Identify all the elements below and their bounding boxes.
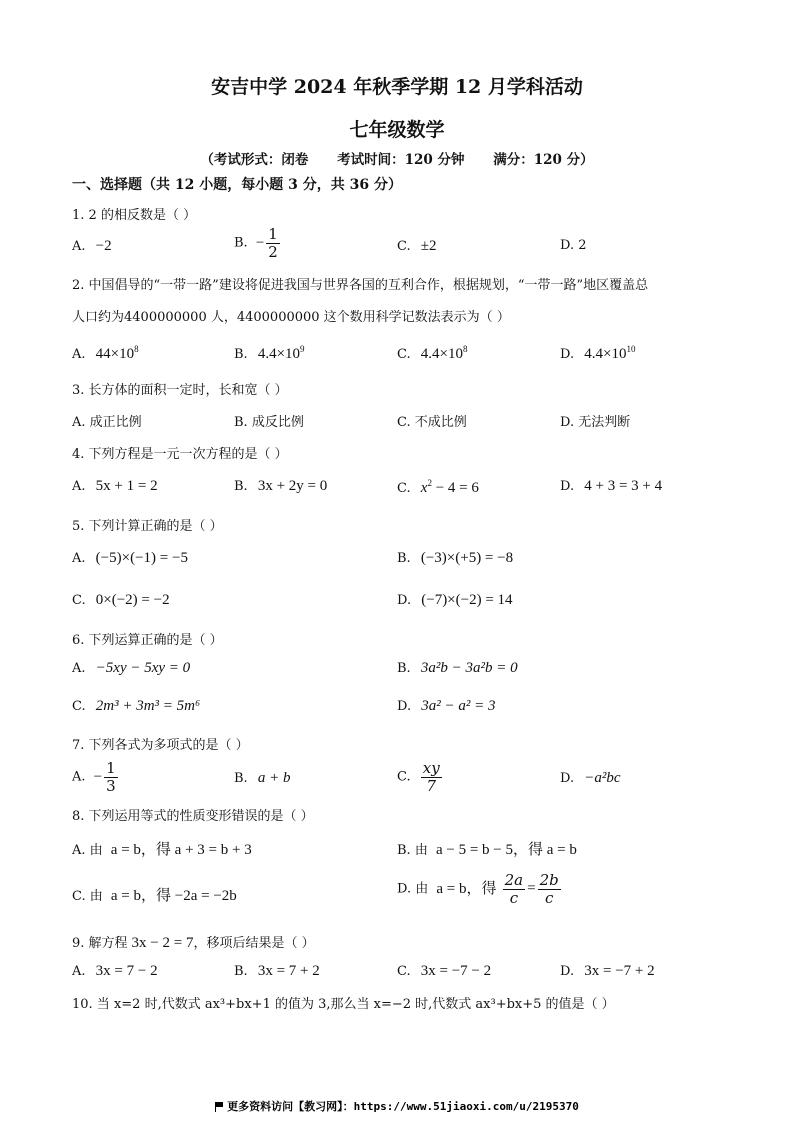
option-value: a = b，得 −2a = −2b [110, 888, 237, 904]
option-value: 5x + 1 = 2 [95, 478, 158, 494]
fraction: $\frac{2b}{c}$ [539, 871, 559, 907]
option-letter: A. [72, 479, 86, 494]
q6-option-a [72, 660, 190, 677]
q3-option-b: B. 成反比例 [234, 415, 304, 430]
option-value: 4 + 3 = 3 + 4 [584, 478, 663, 494]
option-letter: D. [560, 964, 575, 979]
q8-option-c [72, 884, 237, 905]
option-value: (−5)×(−1) = −5 [95, 550, 188, 566]
option-letter: A. 由 [72, 843, 103, 858]
option-letter: B. 由 [397, 843, 428, 858]
option-letter: D. 由 [397, 881, 429, 897]
q7-option-b [234, 770, 290, 787]
q4-option-b [234, 478, 327, 495]
q6-option-d [397, 698, 495, 715]
option-letter: B. [397, 661, 411, 676]
option-value: 2m³ + 3m³ = 5m⁶ [95, 698, 201, 714]
question-3-stem: 3. 长方体的面积一定时，长和宽（ ） [72, 383, 288, 398]
option-letter: C. 由 [72, 889, 103, 904]
option-letter: D. [560, 479, 575, 494]
q3-option-d: D. 无法判断 [560, 415, 631, 430]
question-9-stem: 9. 解方程 3x − 2 = 7，移项后结果是（ ） [72, 935, 315, 951]
q9-option-a [72, 963, 158, 980]
option-value: 0×(−2) = −2 [95, 592, 170, 608]
q2-option-b [234, 344, 305, 363]
q1-option-c [397, 238, 437, 255]
option-letter: A. [72, 347, 86, 362]
q9-option-c [397, 963, 491, 980]
option-value: 3a²b − 3a²b = 0 [420, 660, 518, 676]
option-letter: C. [397, 964, 411, 979]
option-value: (−3)×(+5) = −8 [420, 550, 514, 566]
exam-form: （考试形式：闭卷 [200, 152, 309, 168]
q7-option-d [560, 770, 621, 787]
question-2-stem-line2: 人口约为4400000000 人，4400000000 这个数用科学记数法表示为（ ） [72, 310, 510, 325]
q8-option-b [397, 838, 577, 859]
option-letter: D. [560, 347, 575, 362]
option-value: −a²bc [584, 770, 621, 786]
page-subtitle: 七年级数学 [349, 119, 445, 141]
equals-sign: = [527, 880, 536, 897]
option-value: 3x = 7 − 2 [95, 963, 158, 979]
question-2-stem-line1: 2. 中国倡导的“一带一路”建设将促进我国与世界各国的互利合作，根据规划，“一带一路”地区覆盖总 [72, 278, 649, 293]
option-letter: B. [234, 235, 248, 251]
option-value: a = b，得 a + 3 = b + 3 [110, 842, 252, 858]
question-10-stem: 10. 当 x=2 时,代数式 ax³+bx+1 的值为 3,那么当 x=−2 时,代数式 ax³+bx+5 的值是（ ） [72, 997, 615, 1012]
option-value: −5xy − 5xy = 0 [95, 660, 191, 676]
q7-option-c [397, 760, 444, 794]
q4-option-d [560, 478, 662, 495]
q1-option-a [72, 238, 112, 255]
option-letter: C. [72, 699, 86, 714]
flag-icon [215, 1102, 223, 1111]
q2-option-d [560, 344, 635, 363]
option-letter: B. [234, 771, 248, 786]
q2-option-a [72, 344, 139, 363]
question-5-stem: 5. 下列计算正确的是（ ） [72, 519, 223, 534]
q8-option-d [397, 872, 563, 906]
q5-option-d [397, 592, 513, 609]
full-score: 满分：120 分） [493, 152, 594, 168]
q9-option-d [560, 963, 655, 980]
q1-option-d: D. 2 [560, 238, 587, 253]
fraction: $\frac{xy}{7}$ [422, 759, 440, 795]
option-value: −2 [95, 238, 112, 254]
option-letter: B. [234, 347, 248, 362]
option-letter: C. [397, 769, 411, 785]
option-value: a − 5 = b − 5，得 a = b [435, 842, 577, 858]
q6-option-c [72, 698, 200, 715]
footer-link[interactable] [0, 1098, 794, 1114]
option-value: 3x = −7 + 2 [584, 963, 655, 979]
q5-option-a [72, 550, 188, 567]
option-value: $4.4\times 10^{10}$ [584, 344, 636, 362]
q3-option-a: A. 成正比例 [72, 415, 142, 430]
q9-option-b [234, 963, 320, 980]
question-4-stem: 4. 下列方程是一元一次方程的是（ ） [72, 447, 288, 462]
fraction: $\frac{2a}{c}$ [504, 871, 524, 907]
option-letter: C. [72, 593, 86, 608]
fraction: $\frac{1}{2}$ [268, 225, 278, 261]
question-1-stem: 1. 2 的相反数是（ ） [72, 208, 197, 223]
fraction: $\frac{1}{3}$ [106, 759, 116, 795]
option-letter: A. [72, 769, 86, 785]
q5-option-b [397, 550, 513, 567]
option-value: $44\times 10^8$ [95, 344, 139, 362]
option-value: 3x + 2y = 0 [257, 478, 328, 494]
option-value: $4.4\times 10^9$ [257, 344, 305, 362]
option-letter: D. [560, 771, 575, 786]
q8-option-a [72, 838, 252, 859]
option-letter: A. [72, 239, 86, 254]
option-value: a + b [257, 770, 291, 786]
exam-time: 考试时间：120 分钟 [337, 152, 465, 168]
page-title: 安吉中学 2024 年秋季学期 12 月学科活动 [211, 76, 583, 98]
option-value: (−7)×(−2) = 14 [421, 592, 513, 608]
option-value: 3a² − a² = 3 [421, 698, 496, 714]
q3-option-c: C. 不成比例 [397, 415, 467, 430]
question-7-stem: 7. 下列各式为多项式的是（ ） [72, 738, 249, 753]
q6-option-b [397, 660, 518, 677]
option-letter: B. [234, 964, 248, 979]
option-value: $x^2 - 4 = 6$ [420, 478, 479, 496]
q1-option-b: B. − $\frac{1}{2}$ [234, 225, 278, 261]
option-letter: A. [72, 964, 86, 979]
option-letter: B. [234, 479, 248, 494]
q4-option-a [72, 478, 158, 495]
q2-option-c [397, 344, 467, 363]
section-heading: 一、选择题（共 12 小题，每小题 3 分，共 36 分） [72, 177, 402, 193]
option-value: $4.4\times 10^8$ [420, 344, 468, 362]
option-letter: D. [397, 593, 412, 608]
option-letter: C. [397, 239, 411, 254]
question-6-stem: 6. 下列运算正确的是（ ） [72, 633, 223, 648]
option-value: 3x = −7 − 2 [420, 963, 492, 979]
option-value: 3x = 7 + 2 [257, 963, 320, 979]
option-letter: A. [72, 661, 86, 676]
q5-option-c [72, 592, 170, 609]
option-letter: A. [72, 551, 86, 566]
question-8-stem: 8. 下列运用等式的性质变形错误的是（ ） [72, 809, 314, 824]
option-value: a = b，得 [436, 880, 497, 897]
q4-option-c [397, 478, 479, 497]
option-letter: B. [397, 551, 411, 566]
option-letter: C. [397, 347, 411, 362]
option-letter: C. [397, 481, 411, 496]
exam-info [0, 148, 794, 168]
option-value: ±2 [420, 238, 437, 254]
option-letter: D. [397, 699, 412, 714]
q7-option-a: A. − $\frac{1}{3}$ [72, 759, 116, 795]
footer-text: 更多资料访问【教习网】：https://www.51jiaoxi.com/u/2195370 [227, 1100, 579, 1113]
